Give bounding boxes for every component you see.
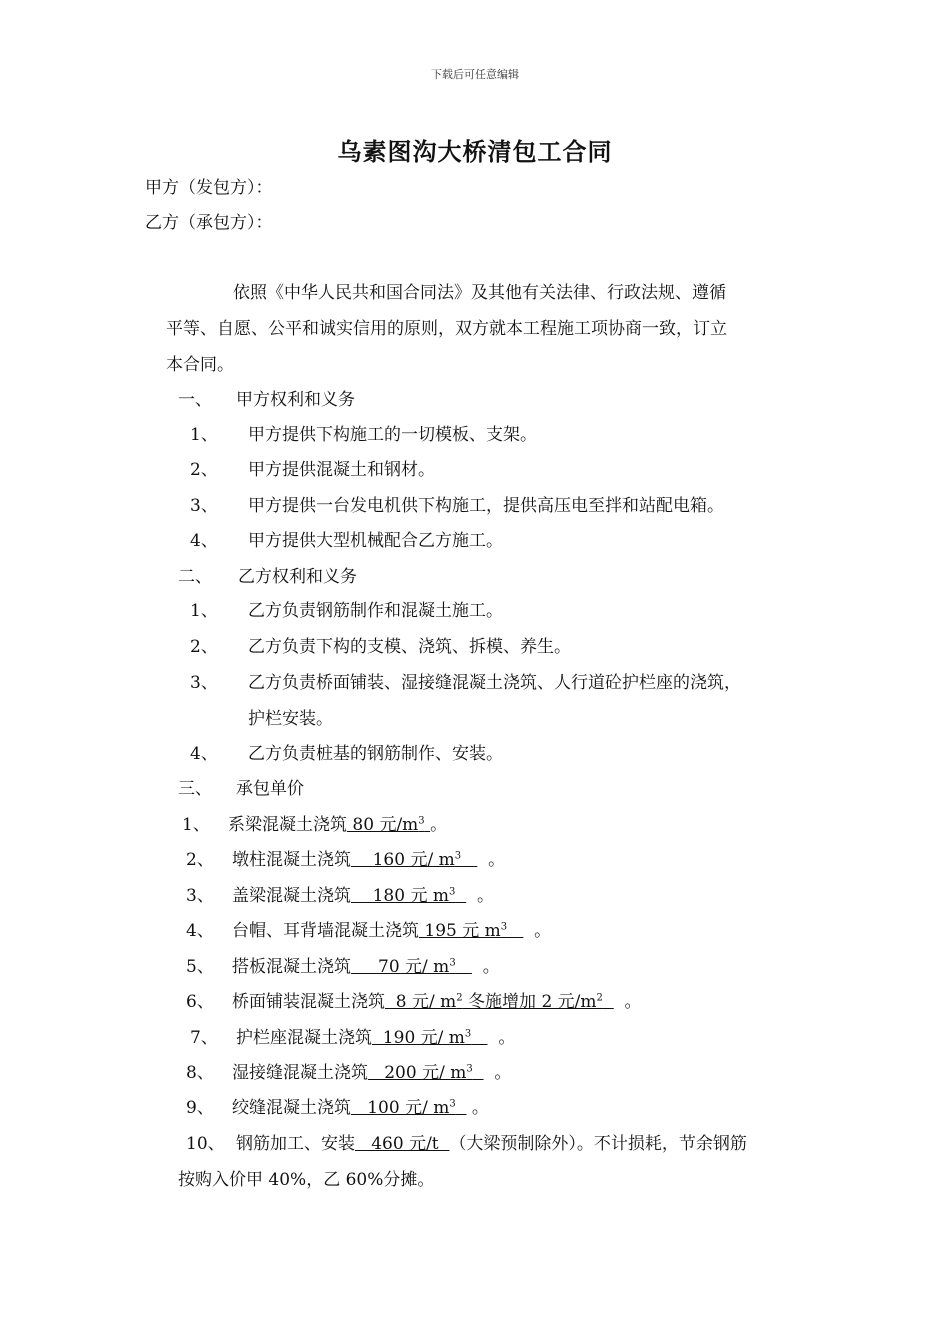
- section-number: 三、: [178, 779, 212, 799]
- item-number: 2、: [190, 460, 218, 480]
- item-tail: 。: [477, 850, 506, 870]
- item-tail: 。: [483, 1063, 512, 1083]
- item-price: 70 元/ $m^3$: [351, 957, 456, 977]
- section-3-heading: [178, 778, 304, 800]
- item-label: 搭板混凝土浇筑: [232, 957, 351, 977]
- item-text: 乙方负责钢筋制作和混凝土施工。: [248, 601, 503, 621]
- intro-line-1: 依照《中华人民共和国合同法》及其他有关法律、行政法规、遵循: [233, 283, 726, 303]
- intro-line-2: 平等、自愿、公平和诚实信用的原则，双方就本工程施工项协商一致，订立: [166, 319, 727, 339]
- item-label: 绞缝混凝土浇筑: [232, 1098, 351, 1118]
- item-text: 甲方提供混凝土和钢材。: [248, 460, 435, 480]
- item-number: 3、: [190, 496, 218, 516]
- section-title: 乙方权利和义务: [238, 567, 357, 587]
- item-label: 湿接缝混凝土浇筑: [232, 1063, 368, 1083]
- item-price: 180 元 $m^3$: [351, 886, 456, 906]
- price-item: [186, 991, 642, 1013]
- price-item: [186, 849, 505, 871]
- item-label: 台帽、耳背墙混凝土浇筑: [232, 921, 419, 941]
- item-price: 100 元/ $m^3$: [351, 1098, 456, 1118]
- price-item: [186, 1062, 511, 1084]
- item-label: 系梁混凝土浇筑: [228, 815, 347, 835]
- item-tail: 。: [471, 957, 500, 977]
- item-label: 桥面铺装混凝土浇筑: [232, 992, 385, 1012]
- price-item: [186, 920, 551, 942]
- item-tail: 。: [523, 921, 552, 941]
- item-number: 2、: [186, 850, 214, 870]
- page-title: 乌素图沟大桥清包工合同: [337, 137, 613, 166]
- item-number: 7、: [190, 1028, 218, 1048]
- list-item: [190, 600, 503, 622]
- item-label: 墩柱混凝土浇筑: [232, 850, 351, 870]
- section-title: 承包单价: [236, 779, 304, 799]
- item-tail: 。: [487, 1028, 516, 1048]
- intro-line-3: 本合同。: [166, 355, 234, 375]
- price-item: [182, 814, 447, 836]
- price-item: [186, 1097, 489, 1119]
- section-1-heading: [178, 389, 355, 411]
- section-2-heading: [178, 566, 357, 588]
- item-text: 乙方负责桥面铺装、湿接缝混凝土浇筑、人行道砼护栏座的浇筑，: [248, 673, 741, 693]
- list-item: [190, 672, 741, 694]
- price-item: [190, 1027, 515, 1049]
- item-tail: 。: [430, 815, 448, 835]
- item-number: 1、: [190, 601, 218, 621]
- item-text: 甲方提供一台发电机供下构施工，提供高压电至拌和站配电箱。: [248, 496, 724, 516]
- item-number: 4、: [190, 531, 218, 551]
- list-item: [190, 424, 537, 446]
- item-text: 甲方提供下构施工的一切模板、支架。: [248, 425, 537, 445]
- price-item-continuation: 按购入价甲 40%，乙 60%分摊。: [178, 1170, 435, 1190]
- item-tail: 。: [466, 886, 494, 906]
- list-item: [190, 743, 503, 765]
- list-item: [190, 459, 435, 481]
- item-price: 460 元/t: [355, 1134, 450, 1154]
- item-number: 6、: [186, 992, 214, 1012]
- item-number: 10、: [186, 1134, 225, 1154]
- item-price: 160 元/ $m^3$: [351, 850, 462, 870]
- item-number: 2、: [190, 637, 218, 657]
- item-price: 190 元/ $m^3$: [372, 1028, 472, 1048]
- section-title: 甲方权利和义务: [236, 390, 355, 410]
- item-price: 200 元/ $m^3$: [368, 1063, 473, 1083]
- header-note: 下载后可任意编辑: [431, 68, 519, 81]
- section-number: 二、: [178, 567, 212, 587]
- section-number: 一、: [178, 390, 212, 410]
- item-text: 护栏安装。: [248, 709, 333, 729]
- list-item: [190, 530, 503, 552]
- item-tail: 。: [466, 1098, 489, 1118]
- item-number: 3、: [190, 673, 218, 693]
- price-item: [186, 885, 494, 907]
- item-label: 护栏座混凝土浇筑: [236, 1028, 372, 1048]
- item-text: 乙方负责下构的支模、浇筑、拆模、养生。: [248, 637, 571, 657]
- item-tail: （大梁预制除外）。不计损耗，节余钢筋: [449, 1134, 747, 1154]
- list-item: [190, 495, 724, 517]
- list-item-continuation: [190, 708, 333, 730]
- party-a-line: 甲方（发包方）：: [145, 178, 273, 198]
- item-text: 乙方负责桩基的钢筋制作、安装。: [248, 744, 503, 764]
- item-price: 8 元/ $m^2$ 冬施增加 2 元$/m^2$: [385, 992, 603, 1012]
- item-number: 4、: [190, 744, 218, 764]
- item-label: 钢筋加工、安装: [236, 1134, 355, 1154]
- item-text: 甲方提供大型机械配合乙方施工。: [248, 531, 503, 551]
- item-number: 8、: [186, 1063, 214, 1083]
- item-label: 盖梁混凝土浇筑: [232, 886, 351, 906]
- item-number: 3、: [186, 886, 214, 906]
- item-number: 1、: [182, 815, 210, 835]
- party-b-line: 乙方（承包方）：: [145, 213, 273, 233]
- item-number: 1、: [190, 425, 218, 445]
- item-number: 4、: [186, 921, 214, 941]
- item-number: 9、: [186, 1098, 214, 1118]
- price-item: [186, 1133, 747, 1155]
- price-item: [186, 956, 500, 978]
- item-number: 5、: [186, 957, 214, 977]
- list-item: [190, 636, 571, 658]
- item-tail: 。: [613, 992, 642, 1012]
- item-price: 80 元$/m^3$: [347, 815, 425, 835]
- item-price: 195 元 $m^3$: [419, 921, 508, 941]
